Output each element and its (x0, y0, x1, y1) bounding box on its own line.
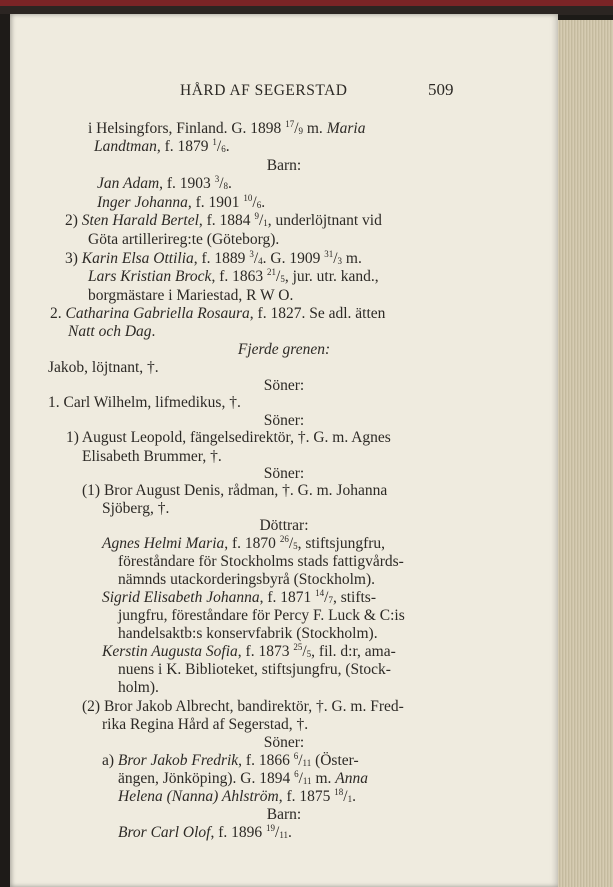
text-run: nämnds utackorderingsbyrå (Stockholm). (118, 571, 375, 588)
text-run: Sjöberg, †. (102, 500, 170, 517)
fraction-numerator: 1 (212, 137, 217, 147)
fraction-denominator: 7 (328, 595, 333, 605)
text-line (118, 824, 292, 842)
fraction-numerator: 18 (334, 787, 344, 797)
italic-name: Sigrid Elisabeth Johanna (102, 589, 260, 606)
text-run: . (151, 323, 156, 340)
text-run: handelsaktb:s konservfabrik (Stockholm). (118, 625, 378, 642)
section-heading (10, 341, 558, 359)
fraction-numerator: 19 (266, 823, 275, 833)
text-line (48, 394, 241, 412)
section-heading (10, 465, 558, 483)
text-run: . (228, 175, 232, 192)
page-number: 509 (428, 80, 454, 99)
fraction-denominator: 5 (293, 541, 298, 551)
text-run: . (225, 138, 230, 155)
text-line (88, 231, 279, 249)
text-run: / (216, 138, 222, 155)
fraction-denominator: 3 (337, 256, 343, 266)
book-left-edge (0, 14, 10, 887)
text-line (118, 625, 378, 643)
text-run: holm). (118, 679, 159, 696)
text-run: / (253, 250, 259, 267)
text-line (66, 429, 391, 447)
text-run: / (288, 535, 294, 552)
text-run: Söner: (263, 734, 305, 751)
fraction-denominator: 1 (263, 218, 268, 228)
italic-name: Sten Harald Bertel (81, 212, 199, 229)
fraction-numerator: 6 (294, 769, 299, 779)
text-line (68, 323, 155, 341)
text-line (118, 607, 405, 625)
text-line (118, 661, 391, 679)
text-run: jungfru, föreståndare för Percy F. Luck & C:is (118, 607, 405, 624)
text-line (102, 643, 396, 661)
text-run: , fil. d:r, ama- (311, 643, 396, 660)
book-page (10, 14, 558, 887)
fraction-numerator: 9 (254, 211, 259, 221)
text-run: / (302, 643, 307, 660)
italic-name: Bror Carl Olof (118, 824, 211, 841)
text-run: Söner: (263, 412, 305, 429)
text-run: 1) August Leopold, fängelsedirektör, †. G. m. Agnes (66, 429, 391, 446)
text-run: . (261, 194, 266, 211)
text-run: a) (102, 752, 118, 769)
text-run: / (275, 824, 280, 841)
text-run: , f. 1866 (238, 752, 294, 769)
text-line (118, 788, 356, 806)
text-run: / (298, 770, 303, 787)
text-run: / (333, 250, 338, 267)
fraction-numerator: 21 (267, 267, 276, 277)
section-heading (10, 806, 558, 824)
fraction-numerator: 31 (324, 249, 334, 259)
text-run: Döttrar: (259, 517, 309, 534)
text-run: , stiftsjungfru, (297, 535, 386, 552)
text-run: 3) (65, 250, 82, 267)
text-run: / (294, 120, 299, 137)
text-line (88, 120, 365, 138)
fraction-denominator: 11 (279, 830, 288, 840)
text-line (118, 770, 368, 788)
text-run: föreståndare för Stockholms stads fattigvårds- (118, 553, 404, 570)
italic-name: Inger Johanna (97, 194, 188, 211)
text-run: Barn: (266, 806, 302, 823)
text-line (50, 305, 385, 323)
fraction-denominator: 1 (347, 794, 353, 804)
text-run: (2) Bror Jakob Albrecht, bandirektör, †. G. m. Fred- (82, 698, 404, 715)
section-heading (10, 412, 558, 430)
text-line (102, 752, 359, 770)
fraction-denominator: 9 (298, 126, 303, 136)
text-run: , f. 1884 (198, 212, 255, 229)
text-run: i Helsingfors, Finland. G. 1898 (88, 120, 286, 137)
text-run: 2. (50, 305, 66, 322)
fraction-numerator: 3 (249, 249, 254, 259)
text-run: , f. 1873 (237, 643, 294, 660)
text-run: m. (303, 120, 327, 137)
text-line (65, 212, 382, 230)
fraction-denominator: 11 (302, 758, 312, 768)
section-heading (10, 377, 558, 395)
running-title: HÅRD AF SEGERSTAD (180, 82, 348, 99)
text-line (118, 553, 404, 571)
italic-name: Landtman (94, 138, 157, 155)
text-run: ängen, Jönköping). G. 1894 (118, 770, 295, 787)
text-run: / (324, 589, 329, 606)
fraction-denominator: 4 (258, 256, 263, 266)
text-run: Söner: (263, 377, 305, 394)
text-line (48, 359, 159, 377)
fraction-denominator: 5 (280, 274, 285, 284)
text-run: , f. 1901 (187, 194, 244, 211)
text-run: (Öster- (311, 752, 359, 769)
italic-name: Kerstin Augusta Sofia (102, 643, 238, 660)
text-line (102, 535, 385, 553)
text-run: borgmästare i Mariestad, R W O. (88, 287, 294, 304)
text-line (94, 138, 230, 156)
italic-name: Agnes Helmi Maria (102, 535, 225, 552)
text-line (88, 268, 379, 286)
text-line (82, 482, 387, 500)
text-run: , f. 1875 (278, 788, 335, 805)
text-line (97, 194, 265, 212)
text-run: . (352, 788, 356, 805)
text-run: 1. Carl Wilhelm, lifmedikus, †. (48, 394, 241, 411)
text-run: 2) (65, 212, 82, 229)
text-run: , f. 1863 (211, 268, 267, 285)
text-run: / (298, 752, 303, 769)
text-run: / (219, 175, 224, 192)
text-run: Söner: (263, 465, 305, 482)
text-run: / (252, 194, 257, 211)
italic-name: Bror Jakob Fredrik (117, 752, 239, 769)
text-line (97, 175, 232, 193)
text-run: rika Regina Hård af Segerstad, †. (102, 716, 309, 733)
text-run: . G. 1909 (262, 250, 325, 267)
text-run: nuens i K. Biblioteket, stiftsjungfru, (Stock- (118, 661, 391, 678)
text-line (82, 448, 222, 466)
italic-name: Lars Kristian Brock (88, 268, 212, 285)
text-run: Barn: (266, 157, 302, 174)
fraction-numerator: 14 (315, 588, 325, 598)
text-line (102, 716, 308, 734)
italic-name: Natt och Dag (68, 323, 152, 340)
fraction-numerator: 10 (243, 193, 253, 203)
fraction-denominator: 8 (223, 181, 228, 191)
text-run: , f. 1870 (224, 535, 280, 552)
text-run: , jur. utr. kand., (284, 268, 379, 285)
text-run: , f. 1903 (159, 175, 215, 192)
page-stack-edge (556, 20, 613, 887)
text-run: Göta artillerireg:te (Göteborg). (88, 231, 280, 248)
text-run: Jakob, löjtnant, †. (48, 359, 159, 376)
text-run: / (258, 212, 264, 229)
text-run: m. (342, 250, 362, 267)
fraction-numerator: 25 (293, 642, 303, 652)
section-heading (10, 734, 558, 752)
text-run: , stifts- (332, 589, 376, 606)
italic-name: Jan Adam (97, 175, 160, 192)
text-run: , f. 1827. Se adl. ätten (249, 305, 386, 322)
text-line (102, 589, 376, 607)
section-heading (10, 157, 558, 175)
italic-name: Karin Elsa Ottilia (81, 250, 194, 267)
text-run: , f. 1871 (259, 589, 316, 606)
text-line (118, 571, 375, 589)
text-line (82, 698, 404, 716)
text-line (102, 500, 169, 518)
text-run: , f. 1896 (210, 824, 266, 841)
fraction-denominator: 5 (306, 649, 312, 659)
text-run: , f. 1889 (193, 250, 250, 267)
fraction-numerator: 6 (293, 751, 299, 761)
text-run: , underlöjtnant vid (267, 212, 382, 229)
text-line (88, 287, 293, 305)
fraction-numerator: 26 (279, 534, 289, 544)
fraction-numerator: 17 (285, 119, 295, 129)
text-run: Elisabeth Brummer, †. (82, 448, 222, 465)
section-heading (10, 517, 558, 535)
text-run: , f. 1879 (156, 138, 213, 155)
fraction-denominator: 6 (221, 144, 226, 154)
text-line (118, 679, 159, 697)
text-run: . (287, 824, 292, 841)
text-run: m. (311, 770, 336, 787)
italic-name: Catharina Gabriella Rosaura (65, 305, 250, 322)
italic-name: Maria (326, 120, 366, 137)
fraction-denominator: 11 (302, 776, 312, 786)
text-run: / (343, 788, 348, 805)
italic-name: Helena (Nanna) Ahlström (118, 788, 279, 805)
text-run: / (276, 268, 281, 285)
italic-name: Fjerde grenen: (237, 341, 331, 358)
fraction-numerator: 3 (214, 174, 220, 184)
text-run: (1) Bror August Denis, rådman, †. G. m. Johanna (82, 482, 388, 499)
fraction-denominator: 6 (256, 200, 262, 210)
italic-name: Anna (335, 770, 368, 787)
text-line (65, 250, 362, 268)
